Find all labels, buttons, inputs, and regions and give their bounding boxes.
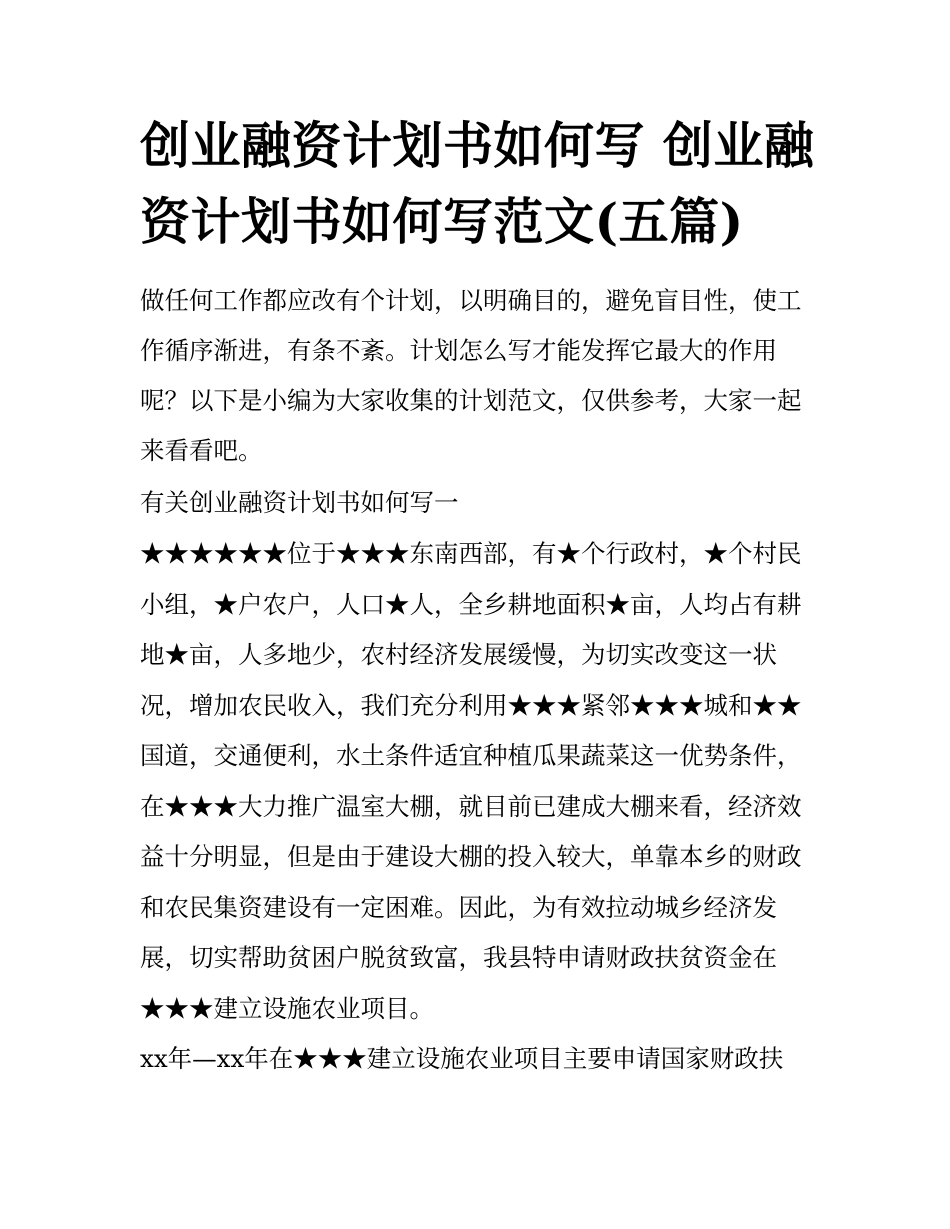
- section-paragraph-line: 益十分明显，但是由于建设大棚的投入较大，单靠本乡的财政: [140, 842, 802, 871]
- section-paragraph-line: 和农民集资建设有一定困难。因此，为有效拉动城乡经济发: [140, 893, 777, 922]
- intro-paragraph-line: 呢？以下是小编为大家收集的计划范文，仅供参考，大家一起: [140, 386, 802, 415]
- section-paragraph-line: ★★★建立设施农业项目。: [140, 994, 434, 1023]
- intro-paragraph-line: 来看看吧。: [140, 436, 263, 465]
- section-heading: 有关创业融资计划书如何写一: [140, 488, 459, 517]
- section-paragraph-line: 在★★★大力推广温室大棚，就目前已建成大棚来看，经济效: [140, 792, 802, 821]
- intro-paragraph-line: 作循序渐进，有条不紊。计划怎么写才能发挥它最大的作用: [140, 336, 777, 365]
- document-title-line-2: 资计划书如何写范文(五篇): [140, 192, 744, 251]
- section-paragraph-line: 展，切实帮助贫困户脱贫致富，我县特申请财政扶贫资金在: [140, 943, 777, 972]
- section-paragraph-line: 国道，交通便利，水土条件适宜种植瓜果蔬菜这一优势条件，: [140, 741, 802, 770]
- intro-paragraph-line: 做任何工作都应改有个计划，以明确目的，避免盲目性，使工: [140, 286, 802, 315]
- section-paragraph-line: 小组，★户农户，人口★人，全乡耕地面积★亩，人均占有耕: [140, 590, 802, 619]
- document-title-line-1: 创业融资计划书如何写 创业融: [140, 116, 815, 175]
- section-paragraph-line: 地★亩，人多地少，农村经济发展缓慢，为切实改变这一状: [140, 640, 777, 669]
- paragraph-line: xx年—xx年在★★★建立设施农业项目主要申请国家财政扶: [140, 1044, 784, 1073]
- section-paragraph-line: 况，增加农民收入，我们充分利用★★★紧邻★★★城和★★: [140, 691, 802, 720]
- section-paragraph-line: ★★★★★★位于★★★东南西部，有★个行政村，★个村民: [140, 539, 802, 568]
